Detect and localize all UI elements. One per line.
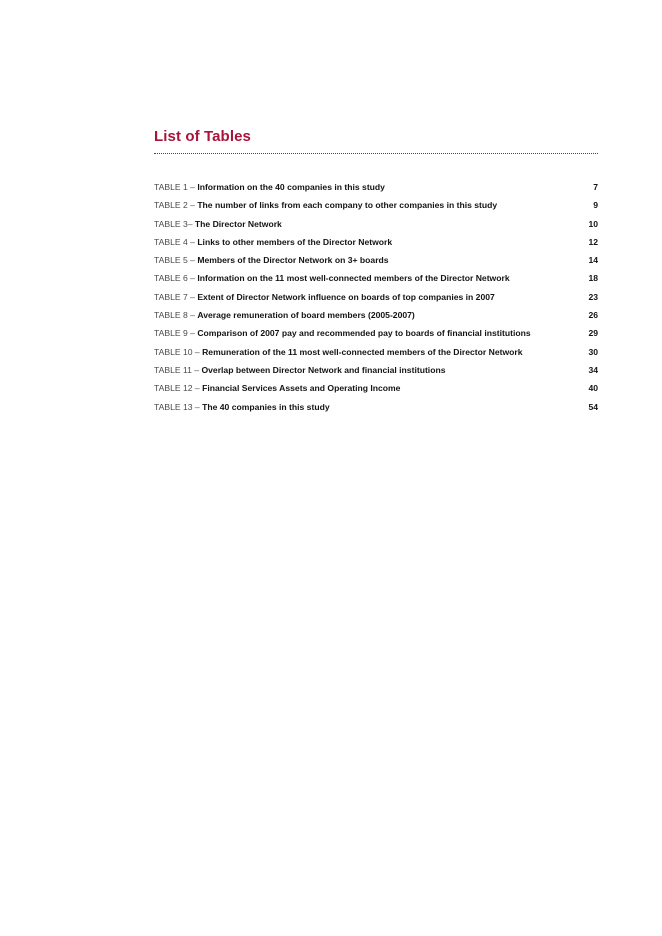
- table-number: TABLE 5 –: [154, 255, 198, 266]
- table-caption: The Director Network: [194, 218, 282, 229]
- table-caption: Comparison of 2007 pay and recommended pay to boards of financial institutions: [197, 328, 531, 339]
- table-number: TABLE 4 –: [154, 236, 198, 247]
- table-entry[interactable]: [154, 182, 598, 200]
- page-number: 7: [593, 182, 598, 192]
- list-of-tables: [154, 182, 598, 420]
- title-dotted-rule: [154, 153, 598, 154]
- table-number: TABLE 1 –: [154, 182, 198, 192]
- table-entry[interactable]: [154, 328, 598, 346]
- page-number: 14: [588, 255, 598, 266]
- table-entry[interactable]: [154, 383, 598, 401]
- table-number: TABLE 13 –: [154, 401, 203, 412]
- page-title: List of Tables: [154, 128, 251, 145]
- table-caption: Remuneration of the 11 most well-connected members of the Director Network: [202, 346, 523, 357]
- table-entry[interactable]: [154, 237, 598, 255]
- table-caption: Information on the 40 companies in this study: [197, 182, 385, 192]
- page-number: 34: [588, 364, 598, 375]
- table-number: TABLE 6 –: [154, 273, 198, 284]
- table-number: TABLE 10 –: [154, 346, 203, 357]
- table-entry[interactable]: [154, 310, 598, 328]
- table-entry[interactable]: [154, 402, 598, 420]
- table-number: TABLE 11 –: [154, 364, 202, 375]
- table-caption: Members of the Director Network on 3+ boards: [197, 255, 389, 266]
- table-entry-label: [154, 237, 568, 247]
- page-number: 40: [588, 383, 598, 394]
- page-number: 18: [588, 273, 598, 284]
- table-entry[interactable]: [154, 255, 598, 273]
- table-entry-label: [154, 182, 568, 192]
- table-number: TABLE 2 –: [154, 200, 198, 211]
- table-caption: The 40 companies in this study: [202, 401, 330, 412]
- table-entry[interactable]: [154, 347, 598, 365]
- page-number: 23: [588, 291, 598, 302]
- table-entry[interactable]: [154, 200, 598, 218]
- table-entry-label: [154, 200, 568, 210]
- table-caption: The number of links from each company to other companies in this study: [197, 200, 498, 211]
- page-number: 29: [588, 328, 598, 339]
- table-entry[interactable]: [154, 365, 598, 383]
- table-entry-label: [154, 310, 568, 320]
- page-number: 9: [593, 200, 598, 211]
- table-entry-label: [154, 402, 568, 412]
- table-entry[interactable]: [154, 273, 598, 291]
- table-number: TABLE 3–: [154, 218, 195, 229]
- page-number: 10: [588, 218, 598, 229]
- table-entry-label: [154, 219, 568, 229]
- table-entry-label: [154, 383, 568, 393]
- table-number: TABLE 9 –: [154, 328, 198, 339]
- page-number: 12: [588, 236, 598, 247]
- table-caption: Financial Services Assets and Operating Income: [202, 383, 401, 394]
- table-entry-label: [154, 347, 568, 357]
- page-number: 30: [588, 346, 598, 357]
- table-caption: Overlap between Director Network and financial institutions: [201, 364, 446, 375]
- page-number: 26: [588, 310, 598, 321]
- table-caption: Links to other members of the Director Network: [197, 236, 393, 247]
- table-entry-label: [154, 292, 568, 302]
- table-entry-label: [154, 328, 568, 338]
- table-entry-label: [154, 365, 568, 375]
- table-number: TABLE 8 –: [154, 310, 198, 321]
- table-entry[interactable]: [154, 292, 598, 310]
- table-caption: Average remuneration of board members (2005-2007): [197, 310, 415, 321]
- table-entry[interactable]: [154, 219, 598, 237]
- table-caption: Extent of Director Network influence on boards of top companies in 2007: [197, 291, 495, 302]
- page-number: 54: [588, 401, 598, 412]
- table-caption: Information on the 11 most well-connected members of the Director Network: [197, 273, 510, 284]
- table-number: TABLE 7 –: [154, 291, 198, 302]
- table-entry-label: [154, 255, 568, 265]
- table-entry-label: [154, 273, 568, 283]
- table-number: TABLE 12 –: [154, 383, 203, 394]
